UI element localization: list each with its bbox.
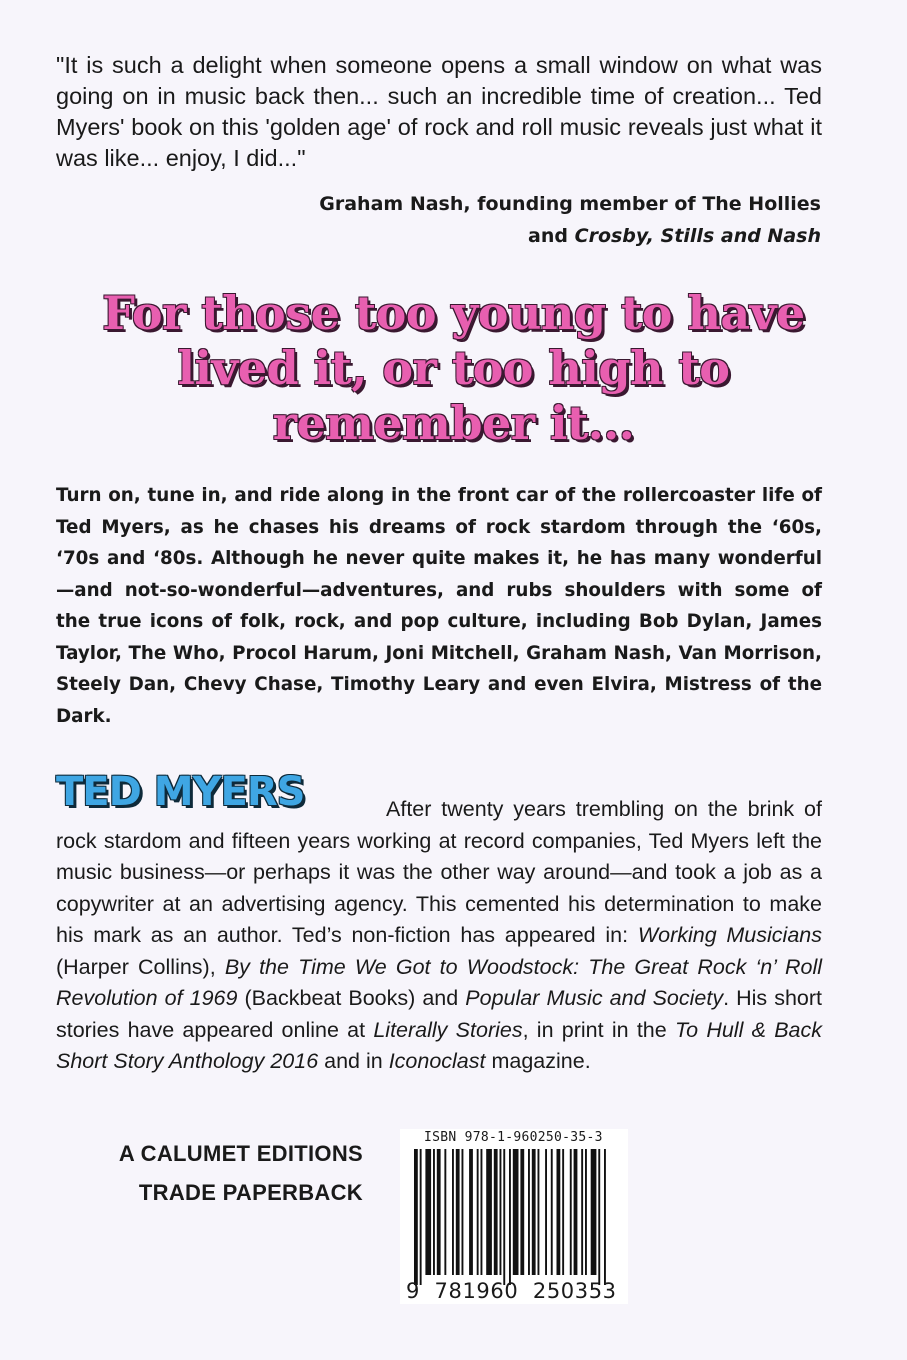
barcode-bars-icon [400, 1129, 628, 1304]
bio-title: By the Time We Got to Woodstock: The Great Rock ‘n’ Roll Revolution of 1969 [56, 954, 823, 1010]
author-bio [56, 794, 822, 1078]
bio-title: To Hull & Back Short Story Anthology 2016 [56, 1017, 822, 1073]
bio-title: Iconoclast [388, 1049, 486, 1073]
bio-text: (Harper Collins), [56, 954, 225, 979]
attribution-line-1: Graham Nash, founding member of The Hollies [319, 193, 821, 215]
quote-attribution [221, 188, 821, 252]
imprint-line-2: TRADE PAPERBACK [138, 1180, 363, 1205]
imprint-line-1: A CALUMET EDITIONS [118, 1141, 363, 1166]
bio-text: and in [318, 1049, 389, 1073]
bio-title: Popular Music and Society [465, 986, 724, 1010]
endorsement-quote: "It is such a delight when someone opens a small window on what was going on in music back then... such an incredible time of creation... Ted Myers' book on this 'golden age' of rock and roll music reveals just what it was like... enjoy, I did..." [56, 52, 822, 171]
attribution-prefix: and [528, 225, 575, 247]
isbn-label: ISBN 978-1-960250-35-3 [424, 1130, 603, 1145]
author-name: TED MYERS [56, 769, 305, 815]
headline: For those too young to have lived it, or too high to remember it... [102, 286, 805, 450]
book-blurb: Turn on, tune in, and ride along in the front car of the rollercoaster life of Ted Myers, as he chases his dreams of rock stardom through the ‘60s, ‘70s and ‘80s. Although he never quite makes it, he has many wonderful—and not-so-wonderful—adventures, and rubs shoulders with some of the true icons of folk, rock, and pop culture, including Bob Dylan, James Taylor, The Who, Procol Harum, Joni Mitchell, Graham Nash, Van Morrison, Steely Dan, Chevy Chase, Timothy Leary and even Elvira, Mistress of the Dark. [56, 485, 822, 727]
ean-left-digits: 781960 [434, 1279, 519, 1303]
ean-digits [406, 1279, 626, 1303]
bio-text: After twenty years trembling on the brink of rock stardom and fifteen years working at record companies, Ted Myers left the music business—or perhaps it was the other way around—and took a job as a copywriter at an advertising agency. This cemented his determination to make his mark as an author. Ted’s non-fiction has appeared in: [56, 797, 822, 947]
bio-text: (Backbeat Books) and [237, 986, 466, 1010]
bio-title: Literally Stories [373, 1017, 523, 1042]
bio-text: . His short stories have appeared online at [56, 986, 823, 1042]
isbn-barcode [400, 1129, 628, 1304]
attribution-line-2 [221, 220, 821, 252]
bio-text: , in print in the [522, 1017, 675, 1042]
band-name: Crosby, Stills and Nash [574, 225, 821, 247]
bio-text: magazine. [485, 1049, 591, 1073]
bio-title: Working Musicians [637, 923, 822, 947]
ean-right-digits: 250353 [532, 1279, 617, 1303]
ean-first-digit: 9 [406, 1279, 420, 1303]
imprint-label [90, 1134, 363, 1212]
